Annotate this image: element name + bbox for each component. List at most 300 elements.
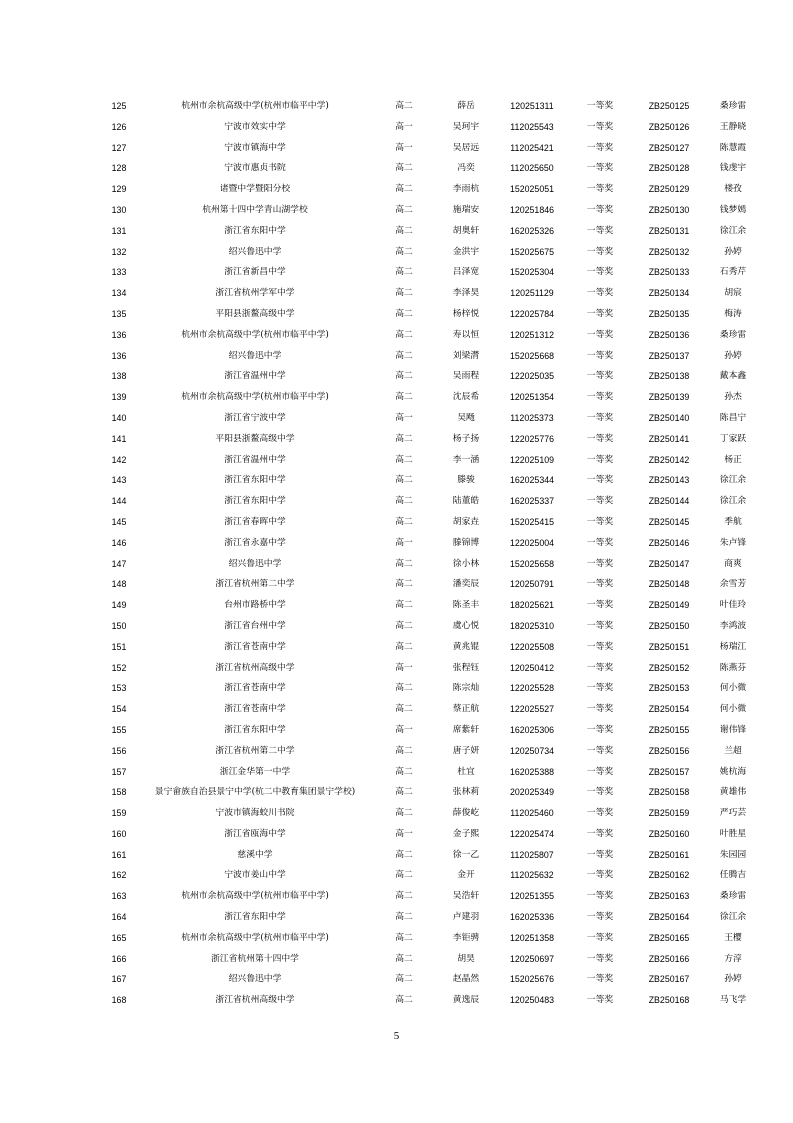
row-number: 149 xyxy=(111,600,127,611)
grade-cell: 高二 xyxy=(395,288,413,299)
grade-cell: 高二 xyxy=(395,912,413,923)
teacher-name-cell: 何小微 xyxy=(719,704,747,715)
table-row xyxy=(100,491,760,512)
certificate-number-cell: ZB250147 xyxy=(648,558,690,569)
award-cell: 一等奖 xyxy=(586,329,614,340)
teacher-name-cell: 徐江余 xyxy=(719,496,747,507)
table-row xyxy=(100,741,760,762)
student-id-cell: 122025474 xyxy=(509,828,555,839)
teacher-name-cell: 季航 xyxy=(724,516,742,527)
table-row xyxy=(100,969,760,990)
teacher-name-cell: 王静晓 xyxy=(719,121,747,132)
certificate-number-cell: ZB250151 xyxy=(648,641,690,652)
certificate-number-cell: ZB250129 xyxy=(648,184,690,195)
student-id-cell: 112025543 xyxy=(510,121,554,132)
school-cell: 浙江省杭州高级中学 xyxy=(215,662,295,673)
row-number: 125 xyxy=(111,101,127,111)
table-row xyxy=(100,554,760,575)
student-id-cell: 182025310 xyxy=(509,620,555,631)
student-name-cell: 李钜骋 xyxy=(452,932,480,943)
student-id-cell: 152025675 xyxy=(509,246,555,257)
certificate-number-cell: ZB250158 xyxy=(648,787,690,798)
teacher-name-cell: 胡宸 xyxy=(724,288,742,299)
award-cell: 一等奖 xyxy=(586,412,614,423)
grade-cell: 高二 xyxy=(395,974,413,985)
table-row xyxy=(100,408,760,429)
table-row xyxy=(100,574,760,595)
award-cell: 一等奖 xyxy=(586,101,614,111)
row-number: 142 xyxy=(111,454,127,465)
teacher-name-cell: 楼孜 xyxy=(724,184,742,195)
grade-cell: 高二 xyxy=(395,392,413,403)
row-number: 139 xyxy=(111,392,127,403)
student-name-cell: 张程钰 xyxy=(452,662,480,673)
row-number: 132 xyxy=(111,246,127,257)
row-number: 128 xyxy=(111,163,127,174)
grade-cell: 高二 xyxy=(395,204,413,215)
student-name-cell: 张林莉 xyxy=(452,787,480,798)
table-row xyxy=(100,366,760,387)
student-name-cell: 陈宗灿 xyxy=(452,683,480,694)
award-table xyxy=(100,96,760,1011)
table-row xyxy=(100,533,760,554)
student-name-cell: 赵晶然 xyxy=(452,974,480,985)
grade-cell: 高一 xyxy=(395,537,413,548)
award-cell: 一等奖 xyxy=(586,870,614,881)
teacher-name-cell: 丁家跃 xyxy=(719,433,747,444)
school-cell: 浙江省东阳中学 xyxy=(224,724,286,735)
award-table-body xyxy=(100,96,760,1011)
certificate-number-cell: ZB250163 xyxy=(648,891,690,902)
grade-cell: 高二 xyxy=(395,870,413,881)
certificate-number-cell: ZB250144 xyxy=(648,496,690,507)
award-cell: 一等奖 xyxy=(586,600,614,611)
grade-cell: 高二 xyxy=(395,184,413,195)
grade-cell: 高二 xyxy=(395,932,413,943)
grade-cell: 高一 xyxy=(395,662,413,673)
grade-cell: 高一 xyxy=(395,121,413,132)
student-id-cell: 112025807 xyxy=(510,849,554,860)
row-number: 140 xyxy=(111,412,127,423)
student-id-cell: 120251312 xyxy=(509,329,555,340)
award-cell: 一等奖 xyxy=(586,579,614,590)
award-cell: 一等奖 xyxy=(586,433,614,444)
teacher-name-cell: 桑珍雷 xyxy=(719,891,747,902)
school-cell: 绍兴鲁迅中学 xyxy=(228,246,282,257)
student-name-cell: 陈圣丰 xyxy=(452,600,480,611)
teacher-name-cell: 孙婷 xyxy=(724,350,742,361)
student-name-cell: 李泽昊 xyxy=(452,288,480,299)
row-number: 154 xyxy=(111,704,127,715)
grade-cell: 高二 xyxy=(395,516,413,527)
grade-cell: 高二 xyxy=(395,433,413,444)
grade-cell: 高二 xyxy=(395,558,413,569)
grade-cell: 高二 xyxy=(395,308,413,319)
student-name-cell: 黄逸辰 xyxy=(452,995,480,1006)
row-number: 158 xyxy=(111,787,127,798)
table-row xyxy=(100,179,760,200)
student-id-cell: 152025668 xyxy=(509,350,555,361)
student-name-cell: 金洪宇 xyxy=(452,246,480,257)
table-row xyxy=(100,138,760,159)
award-cell: 一等奖 xyxy=(586,184,614,195)
school-cell: 杭州市余杭高级中学(杭州市临平中学) xyxy=(181,392,329,403)
school-cell: 景宁畲族自治县景宁中学(杭二中教育集团景宁学校) xyxy=(154,787,356,798)
student-name-cell: 卢建羽 xyxy=(452,912,480,923)
student-id-cell: 120251311 xyxy=(510,101,554,111)
award-cell: 一等奖 xyxy=(586,537,614,548)
school-cell: 平阳县浙鳌高级中学 xyxy=(215,308,295,319)
certificate-number-cell: ZB250156 xyxy=(648,745,690,756)
row-number: 135 xyxy=(111,308,127,319)
teacher-name-cell: 杨正 xyxy=(724,454,742,465)
student-id-cell: 120251129 xyxy=(510,288,554,299)
student-id-cell: 162025336 xyxy=(509,912,555,923)
teacher-name-cell: 叶佳玲 xyxy=(719,600,747,611)
certificate-number-cell: ZB250128 xyxy=(648,163,690,174)
award-cell: 一等奖 xyxy=(586,912,614,923)
certificate-number-cell: ZB250127 xyxy=(648,142,690,153)
certificate-number-cell: ZB250150 xyxy=(648,620,690,631)
student-name-cell: 虞心悦 xyxy=(452,620,480,631)
certificate-number-cell: ZB250125 xyxy=(648,101,690,111)
teacher-name-cell: 叶胜星 xyxy=(719,828,747,839)
student-id-cell: 120250483 xyxy=(509,995,555,1006)
award-cell: 一等奖 xyxy=(586,620,614,631)
table-row xyxy=(100,637,760,658)
teacher-name-cell: 何小微 xyxy=(719,683,747,694)
award-cell: 一等奖 xyxy=(586,350,614,361)
certificate-number-cell: ZB250139 xyxy=(648,392,690,403)
table-row xyxy=(100,200,760,221)
student-id-cell: 162025388 xyxy=(509,766,555,777)
grade-cell: 高二 xyxy=(395,225,413,236)
table-row xyxy=(100,616,760,637)
grade-cell: 高二 xyxy=(395,849,413,860)
table-row xyxy=(100,304,760,325)
award-cell: 一等奖 xyxy=(586,163,614,174)
certificate-number-cell: ZB250165 xyxy=(648,932,690,943)
student-id-cell: 122025527 xyxy=(509,704,555,715)
student-id-cell: 120250791 xyxy=(509,579,555,590)
certificate-number-cell: ZB250167 xyxy=(648,974,690,985)
grade-cell: 高二 xyxy=(395,808,413,819)
grade-cell: 高二 xyxy=(395,995,413,1006)
certificate-number-cell: ZB250143 xyxy=(648,475,690,486)
grade-cell: 高二 xyxy=(395,267,413,278)
table-row xyxy=(100,928,760,949)
certificate-number-cell: ZB250140 xyxy=(648,412,690,423)
student-name-cell: 寿以恒 xyxy=(452,329,480,340)
student-name-cell: 施瑞安 xyxy=(452,204,480,215)
certificate-number-cell: ZB250135 xyxy=(648,308,690,319)
student-name-cell: 胡昊 xyxy=(457,953,475,964)
award-cell: 一等奖 xyxy=(586,766,614,777)
award-cell: 一等奖 xyxy=(586,974,614,985)
row-number: 141 xyxy=(111,433,127,444)
award-cell: 一等奖 xyxy=(586,371,614,382)
table-row xyxy=(100,325,760,346)
award-cell: 一等奖 xyxy=(586,995,614,1006)
certificate-number-cell: ZB250141 xyxy=(648,433,690,444)
student-name-cell: 潘奕辰 xyxy=(452,579,480,590)
grade-cell: 高二 xyxy=(395,329,413,340)
teacher-name-cell: 谢伟锋 xyxy=(719,724,747,735)
grade-cell: 高一 xyxy=(395,724,413,735)
student-name-cell: 刘梁潸 xyxy=(452,350,480,361)
school-cell: 浙江省东阳中学 xyxy=(224,912,286,923)
student-id-cell: 120250697 xyxy=(509,953,555,964)
student-id-cell: 202025349 xyxy=(509,787,555,798)
school-cell: 杭州市余杭高级中学(杭州市临平中学) xyxy=(181,101,329,111)
student-name-cell: 滕锦博 xyxy=(452,537,480,548)
table-row xyxy=(100,949,760,970)
teacher-name-cell: 孙婷 xyxy=(724,974,742,985)
student-id-cell: 152025415 xyxy=(509,516,555,527)
row-number: 130 xyxy=(111,204,127,215)
award-cell: 一等奖 xyxy=(586,558,614,569)
student-name-cell: 唐子妍 xyxy=(452,745,480,756)
row-number: 136 xyxy=(111,329,127,340)
certificate-number-cell: ZB250159 xyxy=(648,808,690,819)
certificate-number-cell: ZB250132 xyxy=(648,246,690,257)
table-row xyxy=(100,762,760,783)
student-id-cell: 120251354 xyxy=(509,392,555,403)
table-row xyxy=(100,845,760,866)
table-row xyxy=(100,699,760,720)
student-id-cell: 120251358 xyxy=(509,932,555,943)
grade-cell: 高二 xyxy=(395,101,413,111)
table-row xyxy=(100,720,760,741)
table-row xyxy=(100,346,760,367)
student-id-cell: 122025528 xyxy=(509,683,555,694)
row-number: 153 xyxy=(111,683,127,694)
school-cell: 杭州市余杭高级中学(杭州市临平中学) xyxy=(181,329,329,340)
teacher-name-cell: 徐江余 xyxy=(719,912,747,923)
certificate-number-cell: ZB250134 xyxy=(648,288,690,299)
table-row xyxy=(100,242,760,263)
school-cell: 台州市路桥中学 xyxy=(224,600,286,611)
row-number: 131 xyxy=(111,225,127,236)
grade-cell: 高二 xyxy=(395,787,413,798)
grade-cell: 高二 xyxy=(395,579,413,590)
school-cell: 浙江金华第一中学 xyxy=(219,766,291,777)
certificate-number-cell: ZB250149 xyxy=(648,600,690,611)
school-cell: 浙江省苍南中学 xyxy=(224,683,286,694)
award-cell: 一等奖 xyxy=(586,932,614,943)
teacher-name-cell: 钱虔宇 xyxy=(719,163,747,174)
student-id-cell: 162025326 xyxy=(509,225,555,236)
grade-cell: 高二 xyxy=(395,641,413,652)
student-name-cell: 杨子扬 xyxy=(452,433,480,444)
student-name-cell: 薛俊屹 xyxy=(452,808,480,819)
student-name-cell: 席紫轩 xyxy=(452,724,480,735)
teacher-name-cell: 徐江余 xyxy=(719,475,747,486)
table-row xyxy=(100,595,760,616)
school-cell: 绍兴鲁迅中学 xyxy=(228,558,282,569)
table-row xyxy=(100,658,760,679)
school-cell: 宁波市姜山中学 xyxy=(224,870,286,881)
school-cell: 浙江省苍南中学 xyxy=(224,641,286,652)
grade-cell: 高一 xyxy=(395,828,413,839)
award-cell: 一等奖 xyxy=(586,849,614,860)
grade-cell: 高二 xyxy=(395,246,413,257)
row-number: 143 xyxy=(111,475,127,486)
award-cell: 一等奖 xyxy=(586,808,614,819)
table-row xyxy=(100,678,760,699)
row-number: 144 xyxy=(111,496,127,507)
certificate-number-cell: ZB250131 xyxy=(648,225,690,236)
award-cell: 一等奖 xyxy=(586,475,614,486)
row-number: 145 xyxy=(111,516,127,527)
school-cell: 宁波市镇海蛟川书院 xyxy=(215,808,295,819)
teacher-name-cell: 陈慧霞 xyxy=(719,142,747,153)
certificate-number-cell: ZB250153 xyxy=(648,683,690,694)
school-cell: 浙江省永嘉中学 xyxy=(224,537,286,548)
student-id-cell: 120251355 xyxy=(509,891,555,902)
row-number: 162 xyxy=(111,870,127,881)
table-row xyxy=(100,470,760,491)
table-row xyxy=(100,117,760,138)
grade-cell: 高二 xyxy=(395,620,413,631)
row-number: 165 xyxy=(111,932,127,943)
student-id-cell: 112025421 xyxy=(510,142,554,153)
student-id-cell: 122025776 xyxy=(509,433,555,444)
row-number: 133 xyxy=(111,267,127,278)
student-id-cell: 162025306 xyxy=(509,724,555,735)
row-number: 126 xyxy=(111,121,127,132)
certificate-number-cell: ZB250145 xyxy=(648,516,690,527)
award-cell: 一等奖 xyxy=(586,891,614,902)
grade-cell: 高二 xyxy=(395,891,413,902)
student-id-cell: 162025344 xyxy=(509,475,555,486)
teacher-name-cell: 余雪芳 xyxy=(719,579,747,590)
teacher-name-cell: 兰超 xyxy=(724,745,742,756)
certificate-number-cell: ZB250166 xyxy=(648,953,690,964)
student-name-cell: 薛岳 xyxy=(457,101,475,111)
award-cell: 一等奖 xyxy=(586,516,614,527)
table-row xyxy=(100,96,760,117)
teacher-name-cell: 朱园园 xyxy=(719,849,747,860)
table-row xyxy=(100,782,760,803)
row-number: 167 xyxy=(111,974,127,985)
row-number: 166 xyxy=(111,953,127,964)
row-number: 159 xyxy=(111,808,127,819)
certificate-number-cell: ZB250160 xyxy=(648,828,690,839)
student-id-cell: 122025109 xyxy=(509,454,555,465)
student-id-cell: 152025676 xyxy=(509,974,555,985)
row-number: 134 xyxy=(111,288,127,299)
student-name-cell: 徐小林 xyxy=(452,558,480,569)
teacher-name-cell: 商爽 xyxy=(724,558,742,569)
certificate-number-cell: ZB250154 xyxy=(648,704,690,715)
certificate-number-cell: ZB250155 xyxy=(648,724,690,735)
row-number: 129 xyxy=(111,184,127,195)
row-number: 152 xyxy=(111,662,127,673)
certificate-number-cell: ZB250157 xyxy=(648,766,690,777)
row-number: 168 xyxy=(111,995,127,1006)
table-row xyxy=(100,824,760,845)
row-number: 155 xyxy=(111,724,127,735)
table-row xyxy=(100,158,760,179)
grade-cell: 高一 xyxy=(395,142,413,153)
school-cell: 浙江省苍南中学 xyxy=(224,704,286,715)
school-cell: 浙江省新昌中学 xyxy=(224,267,286,278)
table-row xyxy=(100,886,760,907)
school-cell: 浙江省东阳中学 xyxy=(224,496,286,507)
student-id-cell: 122025004 xyxy=(509,537,555,548)
grade-cell: 高二 xyxy=(395,475,413,486)
grade-cell: 高二 xyxy=(395,766,413,777)
student-name-cell: 徐一乙 xyxy=(452,849,480,860)
award-cell: 一等奖 xyxy=(586,225,614,236)
student-name-cell: 沈辰希 xyxy=(452,392,480,403)
award-cell: 一等奖 xyxy=(586,828,614,839)
award-cell: 一等奖 xyxy=(586,454,614,465)
grade-cell: 高二 xyxy=(395,745,413,756)
student-name-cell: 吕泽宽 xyxy=(452,267,480,278)
student-name-cell: 杨梓悦 xyxy=(452,308,480,319)
grade-cell: 高二 xyxy=(395,454,413,465)
student-name-cell: 金子熙 xyxy=(452,828,480,839)
teacher-name-cell: 严巧芸 xyxy=(719,808,747,819)
student-id-cell: 120251846 xyxy=(509,204,555,215)
student-name-cell: 冯奕 xyxy=(457,163,475,174)
student-id-cell: 112025460 xyxy=(510,808,554,819)
teacher-name-cell: 桑珍雷 xyxy=(719,101,747,111)
school-cell: 慈溪中学 xyxy=(237,849,273,860)
teacher-name-cell: 李鸿波 xyxy=(719,620,747,631)
certificate-number-cell: ZB250152 xyxy=(648,662,690,673)
certificate-number-cell: ZB250133 xyxy=(648,267,690,278)
award-cell: 一等奖 xyxy=(586,787,614,798)
table-row xyxy=(100,865,760,886)
award-cell: 一等奖 xyxy=(586,953,614,964)
row-number: 147 xyxy=(111,558,127,569)
certificate-number-cell: ZB250130 xyxy=(648,204,690,215)
student-id-cell: 152025658 xyxy=(509,558,555,569)
student-name-cell: 胡家垚 xyxy=(452,516,480,527)
student-id-cell: 120250412 xyxy=(509,662,555,673)
school-cell: 浙江省杭州高级中学 xyxy=(215,995,295,1006)
row-number: 164 xyxy=(111,912,127,923)
certificate-number-cell: ZB250148 xyxy=(648,579,690,590)
certificate-number-cell: ZB250142 xyxy=(648,454,690,465)
row-number: 151 xyxy=(111,641,127,652)
teacher-name-cell: 徐江余 xyxy=(719,225,747,236)
award-cell: 一等奖 xyxy=(586,288,614,299)
student-id-cell: 152025304 xyxy=(509,267,555,278)
student-name-cell: 陆董皓 xyxy=(452,496,480,507)
school-cell: 平阳县浙鳌高级中学 xyxy=(215,433,295,444)
grade-cell: 高二 xyxy=(395,600,413,611)
certificate-number-cell: ZB250161 xyxy=(648,849,690,860)
table-row xyxy=(100,262,760,283)
row-number: 150 xyxy=(111,620,127,631)
school-cell: 诸暨中学暨阳分校 xyxy=(219,184,291,195)
school-cell: 浙江省春晖中学 xyxy=(224,516,286,527)
award-cell: 一等奖 xyxy=(586,392,614,403)
teacher-name-cell: 戴本鑫 xyxy=(719,371,747,382)
school-cell: 绍兴鲁迅中学 xyxy=(228,974,282,985)
grade-cell: 高二 xyxy=(395,371,413,382)
certificate-number-cell: ZB250164 xyxy=(648,912,690,923)
table-row xyxy=(100,990,760,1011)
table-row xyxy=(100,387,760,408)
student-id-cell: 182025621 xyxy=(509,600,555,611)
student-name-cell: 吴飏 xyxy=(457,412,475,423)
student-id-cell: 112025650 xyxy=(510,163,554,174)
